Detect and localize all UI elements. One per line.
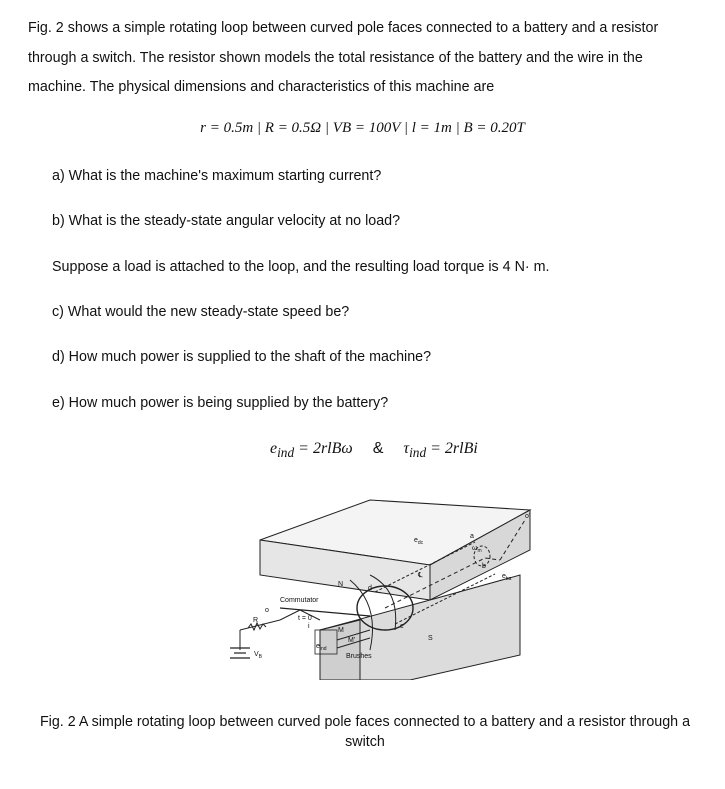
label-i: i bbox=[308, 623, 310, 630]
label-VB-main: V bbox=[254, 651, 259, 658]
label-N: N bbox=[338, 581, 344, 588]
question-c: c) What would the new steady-state speed be? bbox=[52, 304, 350, 320]
label-centerline: ℄ bbox=[418, 572, 423, 579]
intro-paragraph: Fig. 2 shows a simple rotating loop between curved pole faces connected to a battery and a resistor through a switch. The resistor shown models the total resistance of the battery and the wire in the machine. The physical dimensions and characteristics of this machine are bbox=[28, 20, 659, 95]
formula-line bbox=[270, 440, 478, 461]
label-t0: t = 0 bbox=[298, 615, 312, 622]
question-a: a) What is the machine's maximum starting current? bbox=[52, 168, 382, 184]
resistor-symbol bbox=[248, 623, 266, 630]
eind-symbol: e bbox=[270, 440, 278, 457]
label-edc-sub: dc bbox=[417, 540, 424, 546]
label-edc-main: e bbox=[414, 537, 418, 544]
ampersand: & bbox=[372, 440, 384, 457]
label-eba-sub: ba bbox=[505, 576, 512, 582]
eind-equation: = 2rlBω bbox=[294, 440, 353, 457]
label-R: R bbox=[253, 617, 259, 624]
question-d: d) How much power is supplied to the shaft of the machine? bbox=[52, 349, 432, 365]
label-eba-main: e bbox=[502, 573, 506, 580]
label-commutator: Commutator bbox=[280, 597, 319, 604]
tind-equation: = 2rlBi bbox=[426, 440, 478, 457]
label-S: S bbox=[428, 635, 433, 642]
question-b: b) What is the steady-state angular velocity at no load? bbox=[52, 213, 401, 229]
label-brushes: Brushes bbox=[346, 653, 372, 660]
label-eind-main: e bbox=[316, 643, 320, 650]
machine-parameters: r = 0.5m | R = 0.5Ω | VB = 100V | l = 1m | B = 0.20T bbox=[200, 120, 525, 136]
label-omega-main: ω bbox=[472, 545, 478, 552]
label-VB bbox=[254, 651, 263, 660]
label-a: a bbox=[470, 533, 474, 540]
label-c: c bbox=[400, 623, 404, 630]
load-note: Suppose a load is attached to the loop, and the resulting load torque is 4 N· m. bbox=[52, 259, 550, 275]
figure-caption: Fig. 2 A simple rotating loop between curved pole faces connected to a battery and a resistor through a switch bbox=[39, 714, 691, 750]
label-omega-sub: m bbox=[477, 548, 482, 554]
question-e: e) How much power is being supplied by the battery? bbox=[52, 395, 389, 411]
tind-symbol: τ bbox=[403, 440, 410, 457]
label-d: d bbox=[368, 585, 372, 592]
label-o: o bbox=[265, 607, 269, 614]
label-Mprime: M' bbox=[348, 637, 356, 644]
eind-subscript: ind bbox=[277, 445, 295, 461]
label-M: M bbox=[338, 627, 344, 634]
label-oprime: o' bbox=[525, 513, 531, 520]
label-b: b bbox=[482, 563, 486, 570]
label-VB-sub: B bbox=[258, 654, 263, 660]
machine-figure bbox=[220, 480, 550, 680]
label-eind-sub: ind bbox=[319, 646, 327, 652]
tind-subscript: ind bbox=[409, 445, 427, 461]
